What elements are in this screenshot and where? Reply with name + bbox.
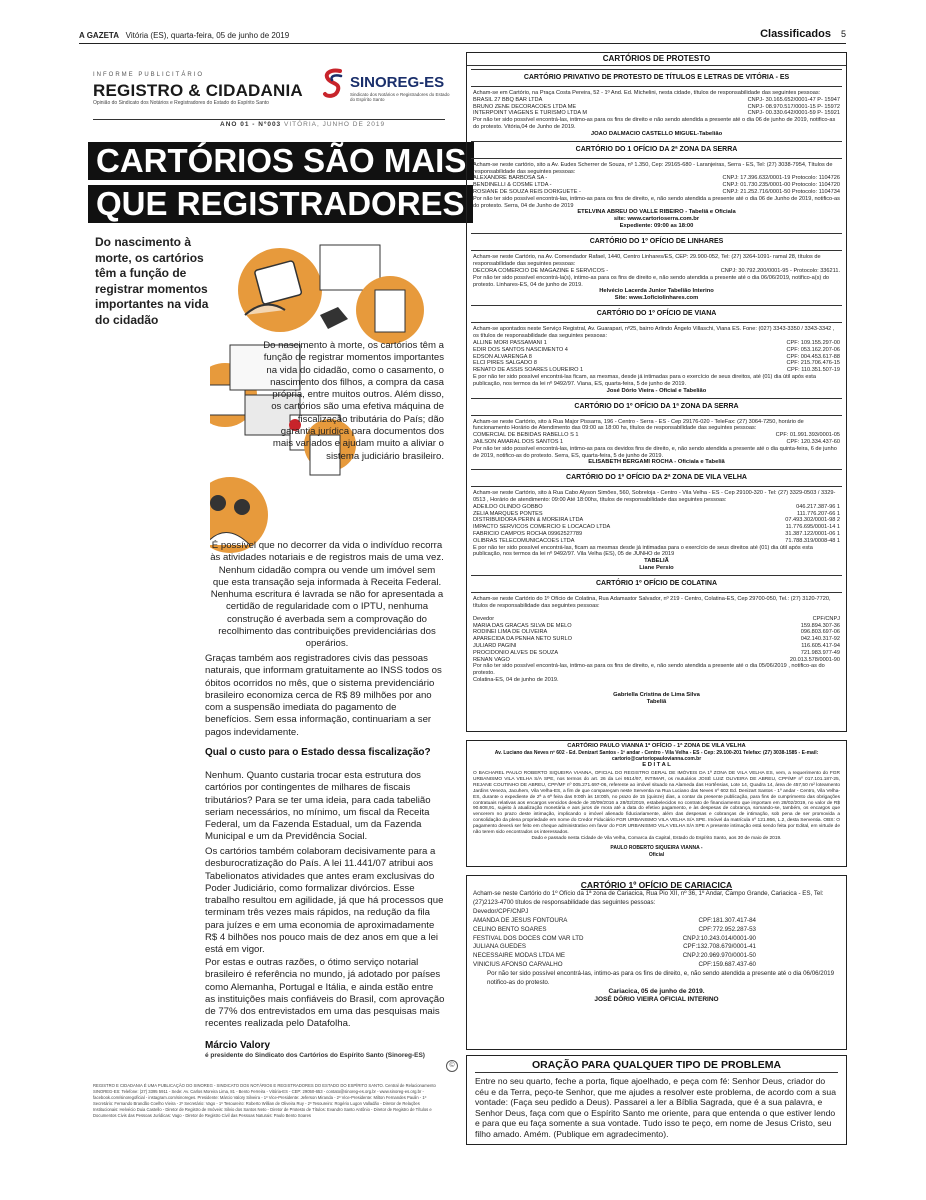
article-paragraph-6: Por estas e outras razões, o ótimo serviço notarial brasileiro é referência no mundo, já adotado por países como Alemanha, Portugal e Itália, e ainda estão entre as instituições mais confiáveis do Brasil, com aprovação de 77% dos entrevistados em uma das pesquisas mais recentes realizada pelo Datafolha. xyxy=(205,957,445,1030)
notice-note: Por não ter sido possível encontrá-la(s), intimo-as para os fins de direito e, não sendo atendida a presente até o dia 06/06/2019, notifico-a(s) do protesto. Linhares-ES, 04 de junho de 2019. xyxy=(473,274,830,288)
edital-address: Av. Luciano das Neves nº 602 - Ed. Denizart Santos - 1º andar - Centro - Vila Velha - ES - Cep: 29.100-201 Telefax: (27) 3038-1585 - E-mail: cartorio@cartoriopaulovianna.com.br xyxy=(494,750,819,762)
protesto-title: CARTÓRIOS DE PROTESTO xyxy=(467,53,846,66)
headline-line-2: QUE REGISTRADORES xyxy=(88,185,473,223)
notice-intro: Acham-se em Cartório, na Praça Costa Pereira, 52 - 1º And. Ed. Michelini, nesta cidade, títulos de responsabilidade das seguintes pessoas: xyxy=(473,90,821,96)
notice-signature: JOSÉ DÓRIO VIEIRA OFICIAL INTERINO xyxy=(594,995,719,1003)
notice-title: CARTÓRIO PRIVATIVO DE PROTESTO DE TÍTULOS E LETRAS DE VITÓRIA - ES xyxy=(523,74,790,81)
header-date: Vitória (ES), quarta-feira, 05 de junho de 2019 xyxy=(125,31,290,40)
notice-signature: JOAO DALMACIO CASTELLO MIGUEL-Tabelião xyxy=(590,130,723,137)
edital-title: CARTÓRIO PAULO VIANNA 1º OFÍCIO - 1ª ZONA DE VILA VELHA xyxy=(567,743,746,749)
list-item: BRASIL 27 BBQ BAR LTDA CNPJ- 30.165.652/0001-47 P- 15947 xyxy=(473,96,840,103)
issue-line xyxy=(220,121,385,128)
list-item: VINICIUS AFONSO CARVALHO CPF:159.687.437-60 xyxy=(473,961,756,969)
notice-note: Por não ter sido possível encontrá-las, intimo-as para os fins de direito, e, não sendo atendida a presente até o dia 06 de Junho de 2019, notifico-as do protesto. Serra, 04 de Junho de 2019 xyxy=(473,195,840,209)
list-item: RENATO DE ASSIS SOARES LOUREIRO 1 CPF: 110.351.507-19 xyxy=(473,367,840,374)
edital-date: Dado e passado nesta Cidade de Vila Velha, Comarca da Capital, Estado do Espírito Santo, aos 30 de maio de 2019. xyxy=(531,835,782,841)
notice-note: Por não ter sido possível encontrá-las, intimo-as para os fins de direito, e, não sendo atendida a presente até o dia 05/06/2019 , notifico-as do protesto. xyxy=(473,663,825,677)
list-item: FESTIVAL DOS DOCES COM VAR LTD CNPJ:10.243.014/0001-90 xyxy=(473,934,756,942)
edital-body: O BACHAREL PAULO ROBERTO SIQUEIRA VIANNA, OFICIAL DO REGISTRO GERAL DE IMÓVEIS DA 1ª ZONA DE VILA VELHA ES, vem, a requerimento do FGR URBANISMO VILA VELHA S/A SPE, nos termos do art. 26 da Lei 9514/97, INTIMAR, os mutuários JOSÉ LUIZ OLIVEIRA DE ABREU, CPF/MF nº 017.101.187-25, REJANE COUTINHO DE ABREU, CPF/MF nº 005.271.697-06, referente ao imóvel situado na Alameda das Hortênsias, Lote 14, Quadra 14, área de 457,50 m² loteamento Jardins Veneza, Jacuhem, Vila Velha-ES, a fim de que compareçam neste Serventia na Rua Luciano das Neves nº 602 Ed. Denizart Santos - 1º andar - Centro, Vila Velha-ES, durante o expediente de 2ª a 6ª feira das 9:00h às 18:00h, no prazo de 15 (quinze) dias, a contar da presente publicação, para fins de cumprimento das obrigações contratuais relativas aos encargos vencidos desde de 30/09/2016 a 28/02/2019, estabelecidos no contrato de financiamento que importam em 28/02/2019, no valor de R$ 90.608,91, sujeito à atualização monetária e aos juros de mora até a data do efetivo pagamento, e às despesas de cobrança, somando-se, também, os encargos que vencerem no prazo deste intimação, implicando o imóvel alienado fiduciariamente, além das despesas e cobranças de intimação, sob pena de ser promovida a consolidação da plena propriedade em nome do Credor Fiduciário FGR URBANISMO VILA VELHA S/A SPE. Imóvel da matrícula nº 121.866, L.2, desta Serventia. OBS: O pagamento deverá ser feito em cheque administrativo em favor do FGR URBANISMO VILA VELHA S/A SPE A presente intimação está sendo feita por Edital, em virtude de não terem sido encontrados os interessados. xyxy=(473,771,840,836)
notice-site: Site: www.1oficiolinhares.com xyxy=(614,295,699,302)
list-item: IMPACTO SERVICOS COMERCIO E LOCACAO LTDA 11.776.695/0001-14 1 xyxy=(473,524,840,531)
headline-line-1: CARTÓRIOS SÃO MAIS xyxy=(88,142,474,180)
section-name: Classificados xyxy=(760,28,831,40)
sinoreg-logo-text: SINOREG-ES xyxy=(350,74,445,91)
masthead-subtitle: Opinião do Sindicato dos Notários e Registradores do Estado do Espírito Santo xyxy=(93,100,269,106)
copyright-icon: © xyxy=(446,1060,458,1072)
notice-signature: Gabriella Cristina de Lima Silva xyxy=(613,691,700,698)
article-paragraph-1: Do nascimento à morte, os cartórios têm a função de registrar momentos importantes na vida do cidadão, como o casamento, o nascimento dos filhos, a compra da casa própria, entre muitos outros. Além disso, os cartórios são uma efetiva máquina de fiscalização tributária do País; dão garantia jurídica para documentos dos mais variados e ajudam muito a aliviar o sistema judiciário brasileiro. xyxy=(263,340,444,462)
oracao-box xyxy=(466,1055,847,1145)
list-item: ALLINE MORI PASSAMANI 1 CPF: 109.155.297-00 xyxy=(473,339,840,346)
notice-note: Por não ter sido possível encontrá-las, intimo-as para os devidos fins de direito, e, não sendo atendida a presente até o dia quinta-feira, 6 de junho de 2019, notifico-as do protesto. Serra, ES, quarta-feira, 5 de junho de 2019. xyxy=(473,445,837,459)
protesto-notices-box xyxy=(466,52,847,732)
list-item: ADEILDO OLINDO GOBBO 046.217.387-96 1 xyxy=(473,503,840,510)
notice-date: Colatina-ES, 04 de junho de 2019. xyxy=(473,677,559,684)
newspaper-name: A GAZETA xyxy=(79,31,119,40)
list-item: ROSIANE DE SOUZA REIS DORIGUETE - CNPJ: 21.252.716/0001-50 Protocolo: 1104734 xyxy=(473,188,840,195)
notice-serra-2zona xyxy=(467,141,846,231)
list-item: NECESSAIRE MODAS LTDA ME CNPJ:20.969.970/0001-50 xyxy=(473,952,756,960)
notice-intro: Acham-se neste Cartório do 1º Ofício de Colatina, Rua Adamastor Salvador, nº 219 - Centro, Colatina-ES, Cep 29700-050, Tel.: (27) 3120-7720, títulos de responsabilidade das seguintes pessoas: xyxy=(473,596,831,610)
article-paragraph-5: Os cartórios também colaboram decisivamente para a desburocratização do País. A lei 11.441/07 atribui aos Tabelionatos atividades que antes eram exclusivas do Poder Judiciário, como formalizar divórcios. Esse trabalho resultou em agilidade, já que há processos que terminam três vezes mais rápidos, na redução da fila para juízes e em uma economia de aproximadamente R$ 4 bilhões nos pouco mais de dez anos em que a lei está em vigor. xyxy=(205,846,444,956)
notice-hours: Expediente: 09:00 as 18:00 xyxy=(619,223,694,230)
list-item: DISTRIBUIDORA PERIN & MOREIRA LTDA 07.493.302/0001-98 2 xyxy=(473,517,840,524)
sinoreg-logo-icon xyxy=(322,68,344,100)
list-item: OLIBRAS TELECOMUNICACOES LTDA 71.788.319/0008-48 1 xyxy=(473,537,840,544)
notice-note: E por não ter sido possível encontrá-las ficam, as mesmas, desde já intimadas para o exercício de seus direitos, até (01) dia útil após esta publicação, nos termos da lei nº 9492/97. Viana, ES, quarta-feira, 5 de junho de 2019. xyxy=(473,373,816,387)
list-item: INTERPOINT VIAGENS E TURISMO LTDA M CNPJ- 00.330.642/0001-59 P- 15921 xyxy=(473,110,840,117)
list-item: DECORA COMERCIO DE MAGAZINE E SERVICOS - CNPJ: 30.792.200/0001-95 - Protocolo: 336211. xyxy=(473,267,840,274)
notice-note: E por não ter sido possível encontrá-las, ficam as mesmas desde já intimadas para o exercício de seus direitos até (01) dia útil após esta publicação, nos termos da lei nº 9492/97. Vila Velha (ES), 05 de JUNHO de 2019 xyxy=(473,544,813,558)
list-item: COMERCIAL DE BEBIDAS RABELLO S 1 CPF: 01.991.393/0001-05 xyxy=(473,432,840,439)
edital-vila-velha-box xyxy=(466,740,847,867)
notice-intro: Acham-se apontados neste Serviço Registral, Av. Guarapari, nº25, bairro Arlindo Ângelo Villaschi, Viana ES. Fone: (027) 3343-3350 / 3343-3342 , os títulos de responsabilidade das seguintes pessoas: xyxy=(473,326,835,340)
list-item: MARIA DAS GRACAS SILVA DE MELO 159.894.307-36 xyxy=(473,622,840,629)
kicker: INFORME PUBLICITÁRIO xyxy=(93,72,205,78)
page-number: 5 xyxy=(840,29,846,39)
list-item: AMANDA DE JESUS FONTOURA CPF:181.307.417-84 xyxy=(473,916,756,924)
list-item: EDIR DOS SANTOS NASCIMENTO 4 CPF: 053.162.207-06 xyxy=(473,346,840,353)
notice-signature: José Dório Vieira - Oficial e Tabelião xyxy=(606,387,707,394)
notice-site: site: www.cartorioserra.com.br xyxy=(613,216,700,223)
list-item: ALEXANDRE BARBOSA SA - CNPJ: 17.396.632/0001-19 Protocolo: 1104726 xyxy=(473,175,840,182)
notice-title: CARTÓRIO DO 1º OFÍCIO DE LINHARES xyxy=(589,238,724,246)
notice-viana xyxy=(467,305,846,394)
notice-signature: Helvécio Lacerda Junior Tabelião Interino xyxy=(599,288,714,295)
issue-rule xyxy=(93,119,445,120)
notice-intro: Acham-se neste Cartório do 1º Ofício da 1ª zona de Cariacica, Rua Pio XII, nº 36, 1º Andar, Campo Grande, Cariacica - ES, Tel:(27)2123-4700 títulos de responsabilidade das seguintes pessoas: xyxy=(473,890,824,906)
notice-intro: Acham-se neste Cartório, na Av. Comendador Rafael, 1440, Centro Linhares/ES, CEP: 29.900-052, Tel: (27) 3264-1091- ramal 28, títulos de responsabilidade das seguintes pessoas: xyxy=(473,254,821,268)
list-item: FABRICIO CAMPOS ROCHA 09962527789 31.387.122/0001-06 1 xyxy=(473,531,840,538)
article-paragraph-2: É possível que no decorrer da vida o indivíduo recorra às atividades notariais e de registros mais de uma vez. Nenhum cidadão compra ou vende um imóvel sem que esta transação seja informada à Receita Federal. Nenhuma escritura é lavrada se não for apresentada a certidão de regularidade com o IPTU, nenhuma construção é averbada sem a comprovação do recolhimento das contribuições previdenciárias dos operários. xyxy=(210,540,444,650)
list-item: EDSON ALVARENGA 8 CPF: 004.453.617-88 xyxy=(473,353,840,360)
notice-note: Por não ter sido possível encontrá-las, intimo-as para os fins de direito, e, não sendo atendida a presente até o dia 06/06/2019 notifico-as do protesto. xyxy=(487,970,835,987)
sinoreg-logo-subtitle: Sindicato dos Notários e Registradores do Estado do Espírito Santo xyxy=(350,92,450,103)
list-item: RENAN VAGO 20.013.578/0001-90 xyxy=(473,656,840,663)
list-item: RODINEI LIMA DE OLIVEIRA 096.803.697-06 xyxy=(473,629,840,636)
list-item: BENDINELLI & COSME LTDA - CNPJ: 01.730.235/0001-00 Protocolo: 1104720 xyxy=(473,182,840,189)
notice-serra-1zona xyxy=(467,398,846,467)
edital-signature-role: Oficial xyxy=(648,851,665,858)
notice-intro: Acham-se neste Cartório, sito à Rua Cabo Alyson Simões, 560, Sobreloja - Centro - Vila Velha - ES - Cep 29100-320 - Tel: (27) 3329-0503 / 3329-0513 , Horário de atendimento: 09:00 Até 18:00hs, títulos de responsabilidade das seguintes pessoas: xyxy=(473,490,836,504)
list-item: APARECIDA DA PENHA NETO SURLO 042.140.317-92 xyxy=(473,636,840,643)
issue-date: VITÓRIA, JUNHO DE 2019 xyxy=(283,121,386,128)
notice-vitoria xyxy=(467,69,846,138)
notice-signature-role: Tabeliã xyxy=(646,698,667,705)
table-header: Devedor CPF/CNPJ xyxy=(473,615,840,622)
notice-linhares xyxy=(467,233,846,302)
header-rule xyxy=(79,43,846,44)
notice-colatina xyxy=(467,575,846,706)
author-role: é presidente do Sindicato dos Cartórios do Espírito Santo (Sinoreg-ES) xyxy=(205,1052,425,1059)
masthead-title: REGISTRO & CIDADANIA xyxy=(93,81,303,100)
notice-vila-velha xyxy=(467,469,846,572)
notice-title: CARTÓRIO DO 1 OFÍCIO DA 2ª ZONA DA SERRA xyxy=(575,145,738,153)
article-paragraph-4: Nenhum. Quanto custaria trocar esta estrutura dos cartórios por contingentes de milhares de fiscais tributários? Para se ter uma ideia, para cada tabelião seriam necessários, no mínimo, um fiscal da Receita Federal, um da Fazenda Estadual, um da Fazenda Municipal e um da Previdência Social. xyxy=(205,770,431,843)
notice-signature: ETELVINA ABREU DO VALLE RIBEIRO - Tabeliã e Oficiala xyxy=(577,209,736,216)
oracao-title: ORAÇÃO PARA QUALQUER TIPO DE PROBLEMA xyxy=(475,1059,838,1073)
article-paragraph-3: Graças também aos registradores civis das pessoas naturais, que informam gratuitamente ao INSS todos os óbitos ocorridos no mês, que o sistema previdenciário brasileiro economiza cerca de R$ 89 milhões por ano com a suspensão imediata do pagamento de benefícios. Sem essa informação, continuariam a ser pagos indevidamente. xyxy=(205,653,442,738)
list-item: PROCIDONIO ALVES DE SOUZA 721.983.977-49 xyxy=(473,649,840,656)
article-subhead: Qual o custo para o Estado dessa fiscalização? xyxy=(205,747,431,758)
notice-cariacica-box xyxy=(466,875,847,1050)
page-header-left xyxy=(79,31,289,40)
edital-signature: PAULO ROBERTO SIQUEIRA VIANNA - xyxy=(610,844,703,851)
list-item: JULIANA GUEDES CPF:132.708.679/0001-41 xyxy=(473,943,756,951)
edital-label: E D I T A L xyxy=(642,762,671,768)
issue-number: ANO 01 - Nº003 xyxy=(220,121,282,128)
deck: Do nascimento à morte, os cartórios têm a função de registrar momentos importantes na vida do cidadão xyxy=(95,235,209,327)
list-item: ZELIA MARQUES PONTES 111.776.207-66 1 xyxy=(473,510,840,517)
table-header: Devedor/CPF/CNPJ xyxy=(473,907,529,915)
oracao-text: Entre no seu quarto, feche a porta, fique ajoelhado, e peça com fé: Senhor Deus, criador do céu e da Terra, peço-te Senhor, que me ajudes a resolver este problema, de acordo com a sua vontade: (Faça seu pedido a Deus). Passarei a ler a Bíblia Sagrada, que é a sua palavra, e Senhor Deus, faça com que o Espírito Santo me oriente, para que entenda o que estiver lendo e para que eu faça somente a sua vontade. Tudo isso te peço, em nome de Jesus Cristo, seu filho amado. Amém. (Publique em agradecimento). xyxy=(475,1076,836,1139)
list-item: CELINO BENTO SOARES CPF:772.952.287-53 xyxy=(473,925,756,933)
list-item: ELCI PIRES SALGADO 8 CPF: 215.706.476-15 xyxy=(473,360,840,367)
notice-signature-name: Liane Persio xyxy=(639,565,674,572)
notice-note: Por não ter sido possível encontrá-las, intimo-as para os fins de direito e não sendo atendida a presente até o dia 06 de junho de 2019, notifico-as do protesto. Vitória,04 de Junho de 2019. xyxy=(473,117,836,130)
notice-title: CARTÓRIO DO 1º OFÍCIO DA 2ª ZONA DE VILA VELHA xyxy=(566,474,747,482)
notice-signature: TABELIÃ xyxy=(644,558,669,565)
notice-intro: Acham-se neste cartório, sito a Av. Eudes Scherrer de Souza, nº 1.350, Cep: 29165-680 - Laranjeiras, Serra - ES, Tel: (27) 3038-7954, Títulos de responsabilidade das seguintes pessoas: xyxy=(473,161,833,175)
notice-title: CARTÓRIO 1º OFÍCIO DE COLATINA xyxy=(595,580,718,588)
notice-signature: ELISABETH BERGAMI ROCHA - Oficiala e Tabeliã xyxy=(588,459,725,466)
notice-title: CARTÓRIO DO 1º OFÍCIO DA 1ª ZONA DA SERRA xyxy=(574,402,739,410)
author-name: Márcio Valory xyxy=(205,1040,271,1051)
page-header-right xyxy=(760,28,846,40)
notice-date: Cariacica, 05 de junho de 2019. xyxy=(608,987,705,995)
list-item: BRUNO ZENE DECORACOES LTDA ME CNPJ- 08.970.517/0001-15 P- 15972 xyxy=(473,103,840,110)
list-item: JAILSON AMARAL DOS SANTOS 1 CPF: 120.334.437-60 xyxy=(473,438,840,445)
notice-title: CARTÓRIO 1º OFÍCIO DE CARIACICA xyxy=(580,880,733,890)
credits-footer: REGISTRO E CIDADANIA É UMA PUBLICAÇÃO DO SINOREG - SINDICATO DOS NOTÁRIOS E REGISTRADORES DO ESTADO DO ESPÍRITO SANTO. Central de Relacionamento SINOREG-ES: Telefone: (27) 3395 5911 - Sede: Av. Carlos Moreira Lima, 81 - Bento Ferreira - Vitória-ES - CEP: 29050-653 - contato@sinoreg-es.org.br - www.sinoreg-es.org.br - facebook.com/sinoregoficial - instagram.com/sinoreges. Presidente: Márcio Valory Silveira - 1º Vice-Presidente: Jeferson Miranda - 2º Vice-Presidente: Milton Fernandes Paulin - 1º Secretário: Fernando Brandão Coelho Vieira - 2º Secretário: Vago - 1º Tesoureiro: Roberto Willian de Oliveira Ruy - 2º Tesoureiro: Rogério Lugon Valladão - Diretor de Relações Institucionais: Helvécio Duia Castello - Diretor de Registro de Imóveis: Silvio dos Santos Neto - Diretor de Protesto de Títulos: Evandro Santo Antônio - Diretor de Registro de Títulos e Documentos Civis das Pessoas Jurídicas: Vago - Diretor de Registro Civil das Pessoas Naturais: Paulo Bento Soares xyxy=(93,1083,436,1118)
notice-title: CARTÓRIO DO 1º OFÍCIO DE VIANA xyxy=(596,310,717,318)
list-item: JULIARD PAGINI 116.605.417-94 xyxy=(473,643,840,650)
notice-intro: Acham-se neste Cartório, sito à Rua Major Pissarra, 196 - Centro - Serra - ES - Cep 29176-020 - TeleFax: (27) 3064-7250, horário de funcionamento Horário de Atendimento das 09:00 as 18:00 hs, títulos de responsabilidade das seguintes pessoas: xyxy=(473,418,804,432)
